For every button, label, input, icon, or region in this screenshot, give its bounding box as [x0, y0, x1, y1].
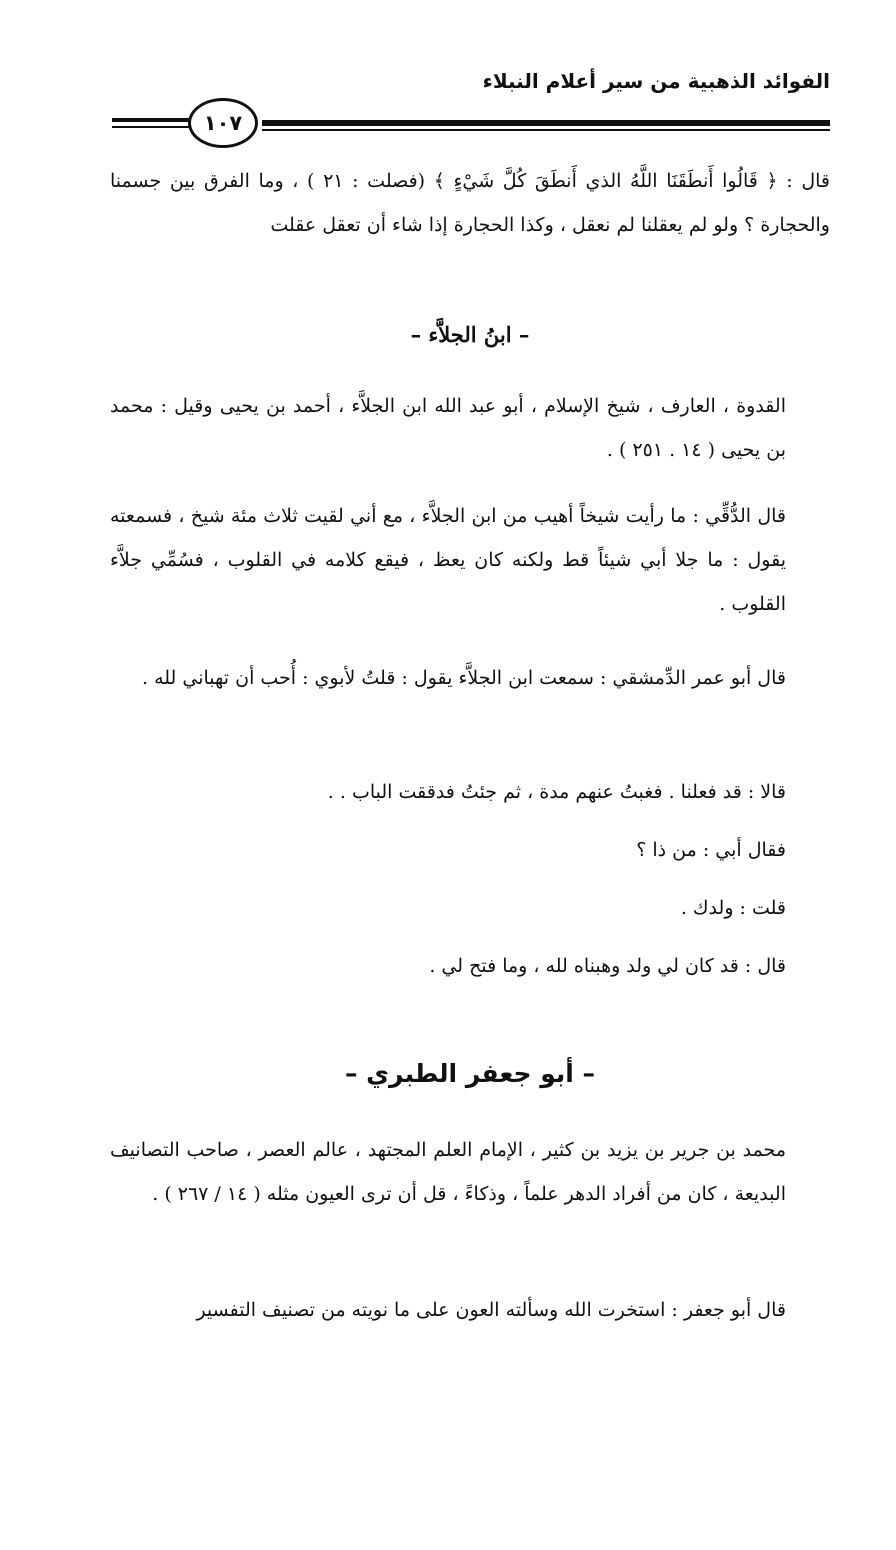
intro-paragraph: قال : ﴿ قَالُوا أَنطَقَنَا اللَّهُ الذي أَنطَقَ كُلَّ شَيْءٍ ﴾ (فصلت : ٢١ ) ، وما الفرق بين جسمنا والحجارة ؟ ولو لم يعقلنا لم نعقل ، وكذا الحجارة إذا شاء أن تعقل عقلت: [110, 170, 830, 236]
ibn-al-jalla-quote-dukki: قال الدُّقِّي : ما رأيت شيخاً أهيب من ابن الجلاَّء ، مع أني لقيت ثلاث مئة شيخ ، فسمعته يقول : ما جلا أبي شيئاً قط ولكنه كان يعظ ، فيقع كلامه في القلوب ، فسُمِّي جلاَّء القلوب .: [110, 505, 786, 615]
section-title-tabari: – أبو جعفر الطبري –: [344, 1059, 596, 1088]
dialogue-line-2: فقال أبي : من ذا ؟: [636, 839, 786, 861]
dialogue-line-1: قالا : قد فعلنا . فغبتُ عنهم مدة ، ثم جئتُ فدققت الباب . .: [327, 781, 786, 803]
ibn-al-jalla-quote-dimashqi: قال أبو عمر الدِّمشقي : سمعت ابن الجلاَّء يقول : قلتُ لأبوي : أُحب أن تهباني لله .: [142, 667, 786, 689]
dialogue-line-4: قال : قد كان لي ولد وهبناه لله ، وما فتح لي .: [429, 955, 786, 977]
header-rule-left: [112, 118, 190, 122]
dialogue-line-3: قلت : ولدك .: [680, 897, 786, 919]
section-title-ibn-al-jalla: – ابنُ الجلاَّء –: [410, 322, 530, 347]
header-rule-left-thin: [112, 126, 190, 128]
tabari-quote: قال أبو جعفر : استخرت الله وسألته العون على ما نويته من تصنيف التفسير: [196, 1299, 786, 1321]
ibn-al-jalla-bio: القدوة ، العارف ، شيخ الإسلام ، أبو عبد الله ابن الجلاَّء ، أحمد بن يحيى وقيل : محمد بن يحيى ( ١٤ . ٢٥١ ) .: [110, 395, 786, 461]
header-rule-right-thin: [262, 129, 830, 131]
tabari-bio: محمد بن جرير بن يزيد بن كثير ، الإمام العلم المجتهد ، عالم العصر ، صاحب التصانيف البديعة ، كان من أفراد الدهر علماً ، وذكاءً ، قل أن ترى العيون مثله ( ١٤ / ٢٦٧ ) .: [110, 1139, 786, 1205]
page-number: ١٠٧: [188, 98, 258, 148]
running-header-title: الفوائد الذهبية من سير أعلام النبلاء: [482, 69, 830, 93]
header-rule-right: [262, 120, 830, 126]
